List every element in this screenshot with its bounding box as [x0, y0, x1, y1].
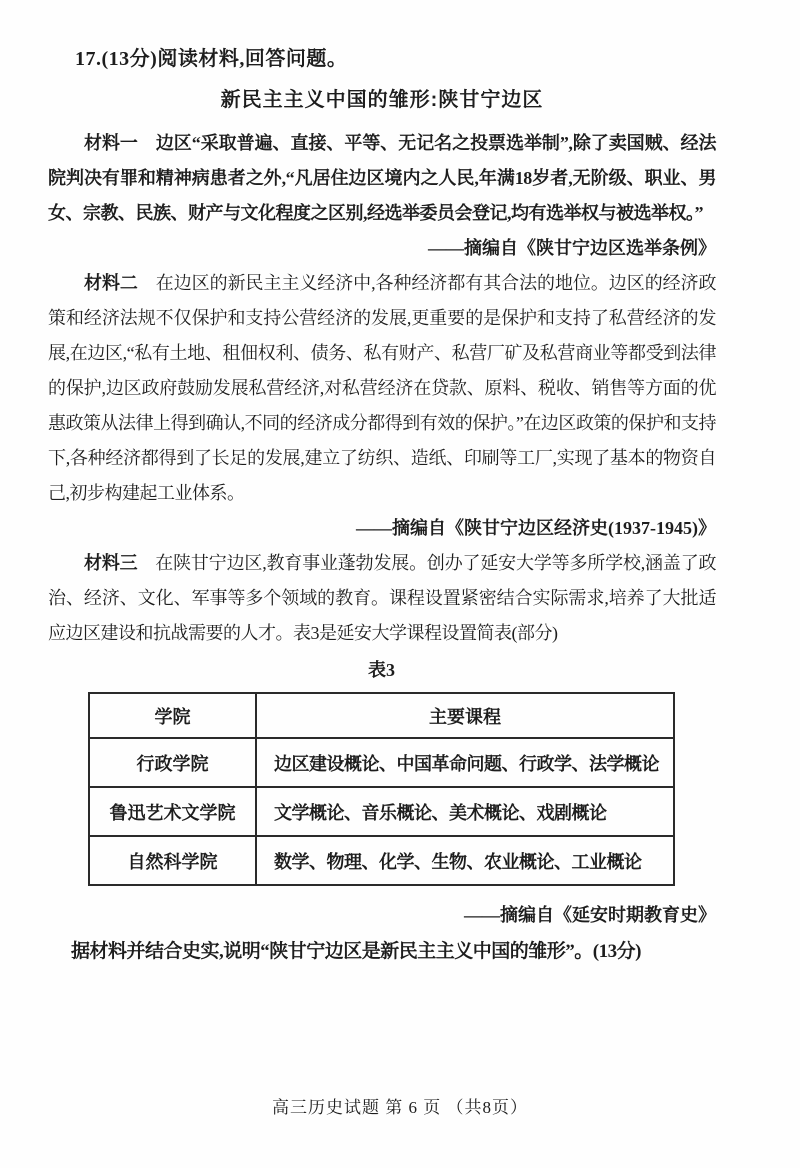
- material-3-label: 材料三: [84, 553, 138, 573]
- material-1-label: 材料一: [84, 133, 138, 153]
- material-2-source: ——摘编自《陕甘宁边区经济史(1937-1945)》: [356, 518, 716, 538]
- page-content: [48, 0, 716, 969]
- table-caption: 表3: [368, 660, 395, 680]
- material-2-text: 在边区的新民主主义经济中,各种经济都有其合法的地位。边区的经济政策和经济法规不仅保护和支持公营经济的发展,更重要的是保护和支持了私营经济的发展,在边区,“私有土地、租佃权利、债务、私有财产、私营厂矿及私营商业等都受到法律的保护,边区政府鼓励发展私营经济,对私营经济在贷款、原料、税收、销售等方面的优惠政策从法律上得到确认,不同的经济成分都得到有效的保护。”在边区政策的保护和支持下,各种经济都得到了长足的发展,建立了纺织、造纸、印刷等工厂,实现了基本的物资自己,初步构建起工业体系。: [48, 273, 717, 503]
- material-1-source: ——摘编自《陕甘宁边区选举条例》: [428, 238, 716, 258]
- header-cell-courses: 主要课程: [256, 693, 674, 738]
- question-title: 新民主主义中国的雏形:陕甘宁边区: [220, 89, 544, 111]
- question-task-line: 据材料并结合史实,说明“陕甘宁边区是新民主主义中国的雏形”。(13分): [71, 941, 641, 962]
- material-3-paragraph: [48, 546, 716, 651]
- material-1-text: 边区“采取普遍、直接、平等、无记名之投票选举制”,除了卖国贼、经法院判决有罪和精神病患者之外,“凡居住边区境内之人民,年满18岁者,无阶级、职业、男女、宗教、民族、财产与文化程度之区别,经选举委员会登记,均有选举权与被选举权。”: [48, 133, 717, 223]
- table-header-row: [89, 693, 674, 738]
- header-cell-college: 学院: [89, 693, 256, 738]
- cell-courses-2: 文学概论、音乐概论、美术概论、戏剧概论: [256, 787, 674, 836]
- table-row: [89, 738, 674, 787]
- cell-courses-3: 数学、物理、化学、生物、农业概论、工业概论: [256, 836, 674, 885]
- material-1-paragraph: [48, 126, 716, 231]
- question-number-line: 17.(13分)阅读材料,回答问题。: [75, 48, 348, 70]
- table-source: ——摘编自《延安时期教育史》: [464, 905, 716, 925]
- page-footer: 高三历史试题 第 6 页 （共8页）: [272, 1098, 528, 1117]
- course-table: [88, 692, 675, 886]
- cell-college-2: 鲁迅艺术文学院: [89, 787, 256, 836]
- table-row: [89, 787, 674, 836]
- table-row: [89, 836, 674, 885]
- material-3-text: 在陕甘宁边区,教育事业蓬勃发展。创办了延安大学等多所学校,涵盖了政治、经济、文化、军事等多个领域的教育。课程设置紧密结合实际需求,培养了大批适应边区建设和抗战需要的人才。表3是延安大学课程设置简表(部分): [48, 553, 717, 643]
- material-2-label: 材料二: [84, 273, 138, 293]
- cell-college-1: 行政学院: [89, 738, 256, 787]
- material-2-paragraph: [48, 266, 716, 511]
- cell-courses-1: 边区建设概论、中国革命问题、行政学、法学概论: [256, 738, 674, 787]
- cell-college-3: 自然科学院: [89, 836, 256, 885]
